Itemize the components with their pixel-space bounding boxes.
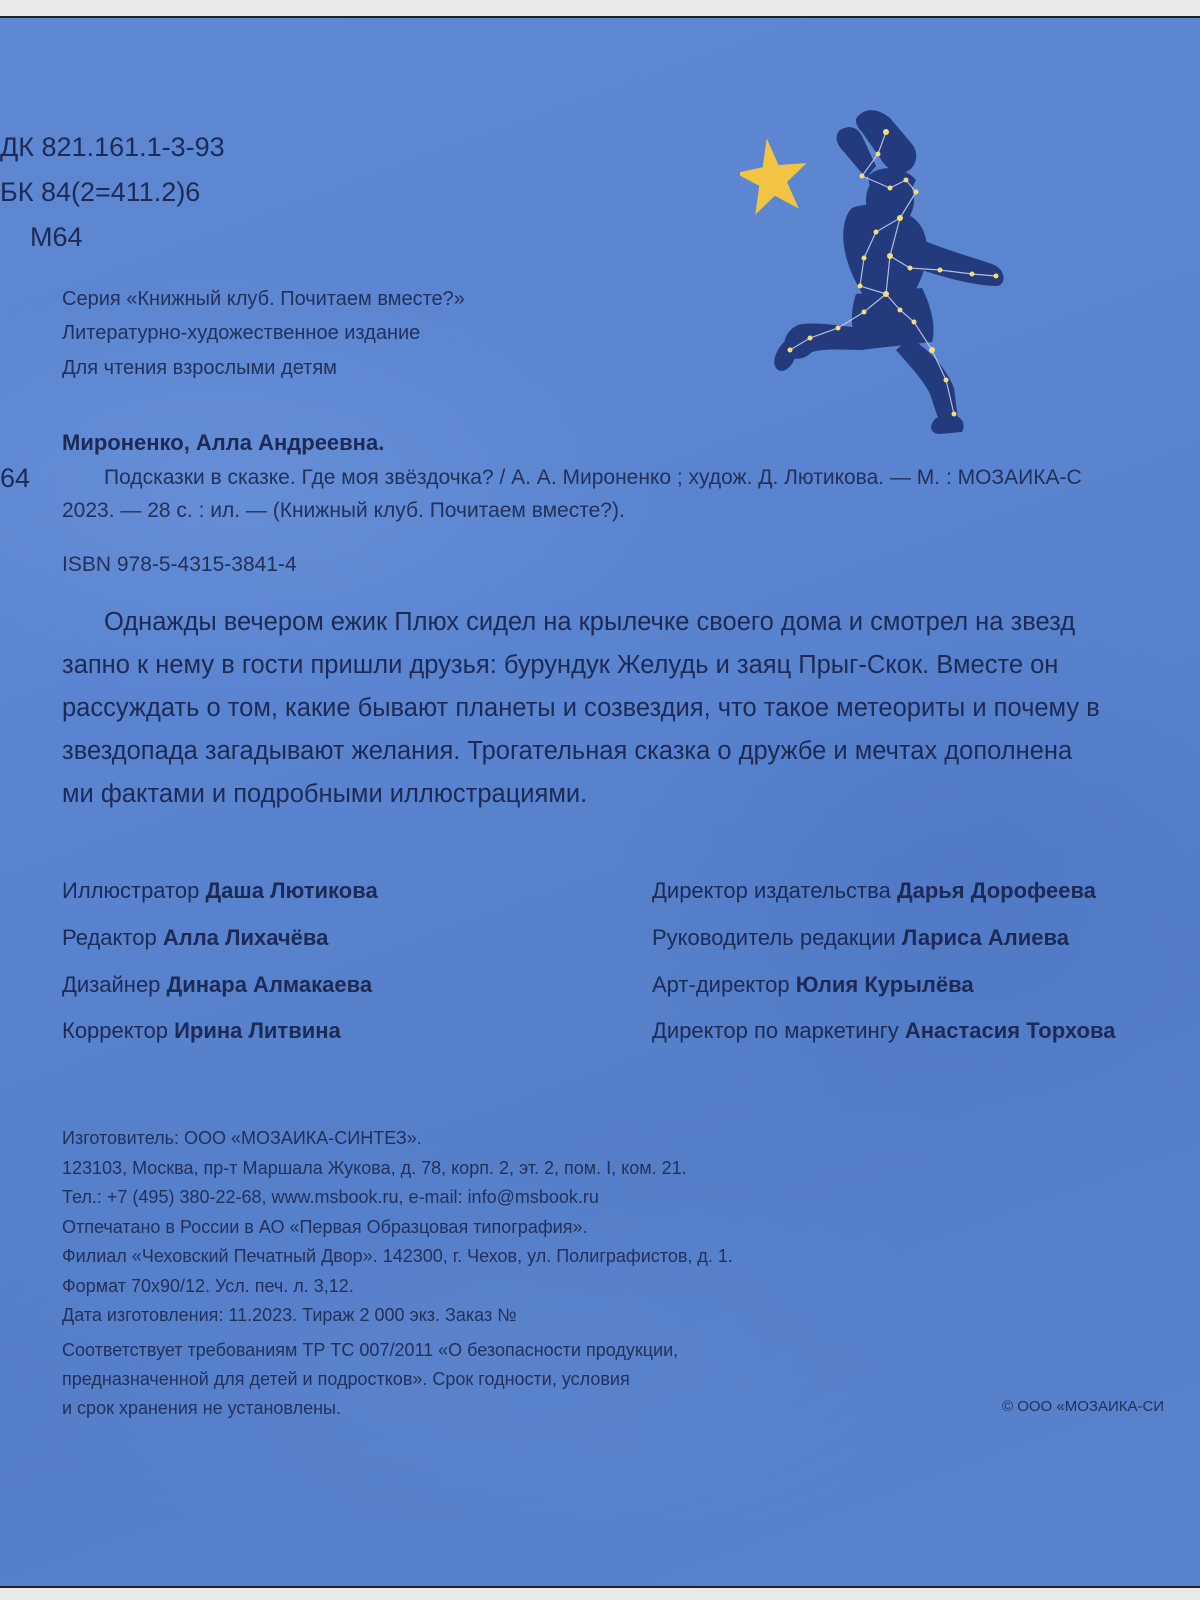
udk-code: ДК 821.161.1-3-93	[0, 132, 225, 162]
credit-role: Директор издательства	[652, 878, 891, 903]
imprint-line: Изготовитель: ООО «МОЗАИКА-СИНТЕЗ».	[62, 1128, 422, 1148]
constellation-hercules-figure-icon	[740, 88, 1060, 438]
annotation-line-3: рассуждать о том, какие бывают планеты и созвездия, что такое метеориты и почему в	[62, 694, 1100, 722]
annotation-line-4: звездопада загадывают желания. Трогательная сказка о дружбе и мечтах дополнена	[62, 737, 1073, 765]
credit-proofreader	[62, 1018, 341, 1044]
credit-art-director	[652, 972, 974, 998]
copyright-notice: © ООО «МОЗАИКА-СИ	[1002, 1398, 1165, 1415]
credit-marketing-director	[652, 1018, 1115, 1044]
bibliographic-line-2: 2023. — 28 с. : ил. — (Книжный клуб. Почитаем вместе?).	[62, 499, 625, 522]
imprint-line: Отпечатано в России в АО «Первая Образцовая типография».	[62, 1216, 588, 1237]
imprint-block	[62, 1124, 733, 1331]
compliance-block	[62, 1336, 678, 1423]
credit-editorial-head	[652, 925, 1069, 951]
author-mark: М64	[30, 222, 83, 252]
credit-person: Алла Лихачёва	[162, 925, 329, 950]
bbk-code: БК 84(2=411.2)6	[0, 177, 201, 207]
author-name: Мироненко, Алла Андреевна.	[62, 430, 385, 455]
bibliographic-line-1: Подсказки в сказке. Где моя звёздочка? / А. А. Мироненко ; худож. Д. Лютикова. — М. : МОЗАИКА-С	[104, 466, 1082, 489]
edition-type-line: Литературно-художественное издание	[62, 322, 421, 344]
credit-person: Лариса Алиева	[901, 925, 1069, 950]
credit-person: Дарья Дорофеева	[896, 878, 1096, 903]
imprint-line: 123103, Москва, пр-т Маршала Жукова, д. 78, корп. 2, эт. 2, пом. I, ком. 21.	[62, 1157, 687, 1178]
audience-line: Для чтения взрослыми детям	[62, 357, 337, 379]
imprint-line: Тел.: +7 (495) 380-22-68, www.msbook.ru, e-mail: info@msbook.ru	[62, 1187, 599, 1207]
compliance-line: предназначенной для детей и подростков». Срок годности, условия	[62, 1369, 630, 1389]
credit-person: Юлия Курылёва	[795, 972, 974, 997]
credit-person: Ирина Литвина	[174, 1018, 341, 1043]
annotation-line-1: Однажды вечером ежик Плюх сидел на крылечке своего дома и смотрел на звезд	[104, 608, 1076, 636]
yellow-star-icon	[740, 133, 813, 216]
isbn: ISBN 978-5-4315-3841-4	[62, 553, 297, 576]
imprint-line: Формат 70x90/12. Усл. печ. л. 3,12.	[62, 1275, 354, 1296]
series-line: Серия «Книжный клуб. Почитаем вместе?»	[62, 288, 465, 310]
imprint-line: Дата изготовления: 11.2023. Тираж 2 000 экз. Заказ №	[62, 1305, 517, 1325]
compliance-line: и срок хранения не установлены.	[62, 1398, 341, 1418]
compliance-line: Соответствует требованиям ТР ТС 007/2011 «О безопасности продукции,	[62, 1340, 679, 1360]
annotation-line-5: ми фактами и подробными иллюстрациями.	[62, 780, 588, 808]
credit-person: Динара Алмакаева	[166, 972, 373, 997]
annotation-line-2: запно к нему в гости пришли друзья: бурундук Желудь и заяц Прыг-Скок. Вместе он	[62, 651, 1059, 679]
credit-editor	[62, 925, 328, 951]
credit-role: Редактор	[62, 925, 157, 950]
credit-role: Арт-директор	[652, 972, 790, 997]
credit-person: Даша Лютикова	[205, 878, 378, 903]
credit-role: Дизайнер	[62, 972, 161, 997]
credit-role: Директор по маркетингу	[652, 1018, 899, 1043]
credit-designer	[62, 972, 372, 998]
credit-role: Корректор	[62, 1018, 168, 1043]
left-author-mark: 64	[0, 463, 31, 493]
credit-publishing-director	[652, 878, 1096, 904]
credit-person: Анастасия Торхова	[904, 1018, 1116, 1043]
credit-role: Руководитель редакции	[652, 925, 896, 950]
imprint-line: Филиал «Чеховский Печатный Двор». 142300, г. Чехов, ул. Полиграфистов, д. 1.	[62, 1246, 733, 1266]
credit-role: Иллюстратор	[62, 878, 200, 903]
imprint-page	[0, 16, 1200, 1588]
credit-illustrator	[62, 878, 378, 904]
